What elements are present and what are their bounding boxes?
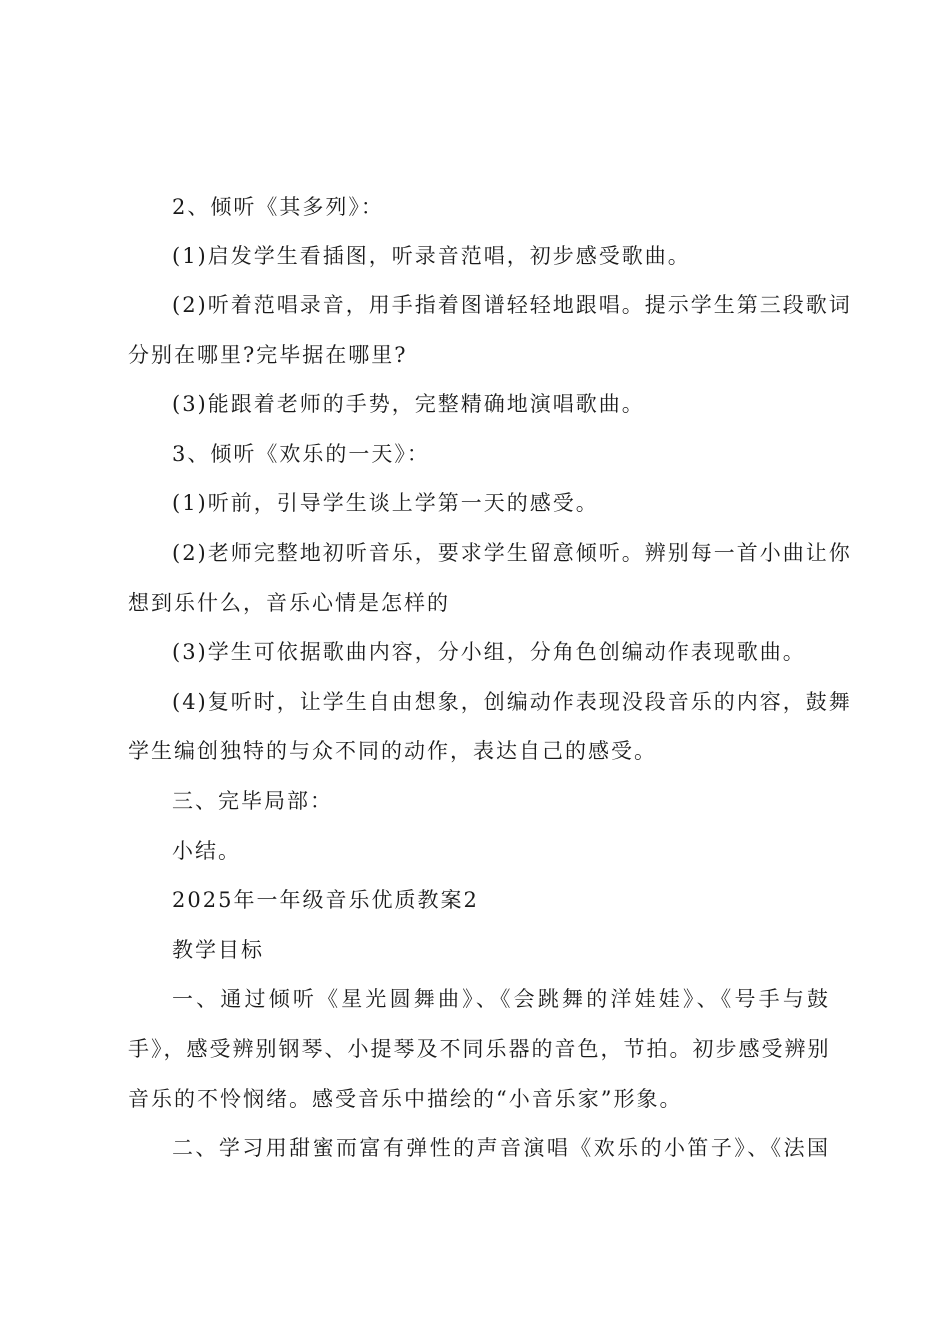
paragraph-line: (2)老师完整地初听音乐，要求学生留意倾听。辨别每一首小曲让你 [172, 541, 852, 565]
paragraph-line: (3)学生可依据歌曲内容，分小组，分角色创编动作表现歌曲。 [172, 640, 806, 664]
paragraph-line: 2、倾听《其多列》： [172, 195, 384, 219]
paragraph-line: (1)听前，引导学生谈上学第一天的感受。 [172, 491, 599, 515]
paragraph-line: (3)能跟着老师的手势，完整精确地演唱歌曲。 [172, 392, 645, 416]
paragraph-line: 一、通过倾听《星光圆舞曲》、《会跳舞的洋娃娃》、《号手与鼓 [172, 987, 830, 1011]
document-title: 2025年一年级音乐优质教案2 [172, 888, 479, 912]
paragraph-line: 学生编创独特的与众不同的动作，表达自己的感受。 [128, 739, 657, 763]
paragraph-line: (2)听着范唱录音，用手指着图谱轻轻地跟唱。提示学生第三段歌词 [172, 293, 852, 317]
paragraph-line: 小结。 [172, 839, 241, 863]
paragraph-line: 3、倾听《欢乐的一天》： [172, 442, 430, 466]
section-heading: 三、完毕局部： [172, 789, 333, 813]
paragraph-line: 分别在哪里?完毕据在哪里? [128, 343, 408, 367]
paragraph-line: 二、学习用甜蜜而富有弹性的声音演唱《欢乐的小笛子》、《法国 [172, 1136, 830, 1160]
paragraph-line: 手》，感受辨别钢琴、小提琴及不同乐器的音色，节拍。初步感受辨别 [128, 1037, 831, 1061]
paragraph-line: 想到乐什么，音乐心情是怎样的 [128, 591, 450, 615]
paragraph-line: 音乐的不怜悯绪。感受音乐中描绘的“小音乐家”形象。 [128, 1087, 683, 1111]
paragraph-line: (1)启发学生看插图，听录音范唱，初步感受歌曲。 [172, 244, 691, 268]
section-heading: 教学目标 [172, 938, 264, 962]
paragraph-line: (4)复听时，让学生自由想象，创编动作表现没段音乐的内容，鼓舞 [172, 690, 852, 714]
